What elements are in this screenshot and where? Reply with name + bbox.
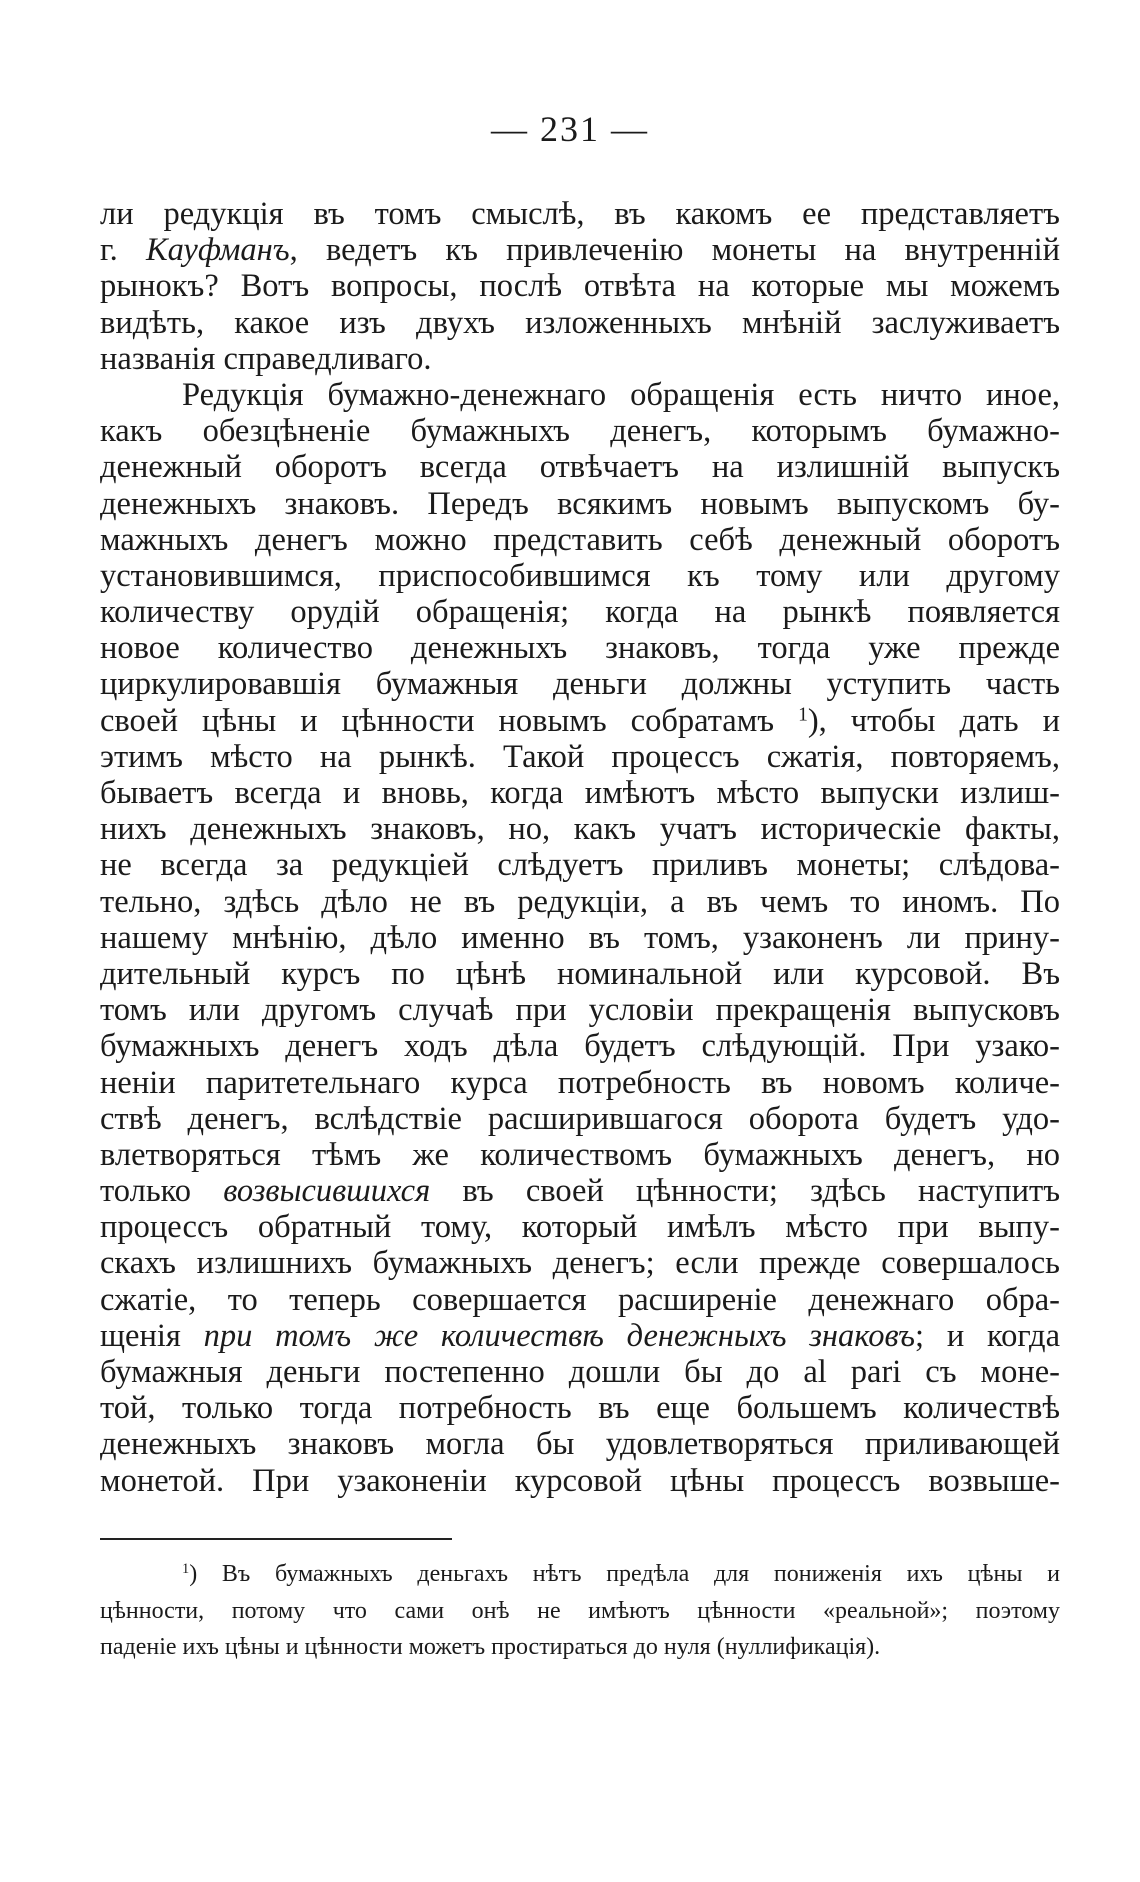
footnote-line: цѣнности, потому что сами онѣ не имѣютъ цѣнности «реальной»; поэтому: [100, 1597, 1060, 1624]
text-line: бумажныхъ денегъ ходъ дѣла будетъ слѣдующій. При узако-: [100, 1028, 1060, 1065]
text-line: какъ обезцѣненіе бумажныхъ денегъ, которымъ бумажно-: [100, 413, 1060, 450]
footnote-divider: [100, 1538, 452, 1540]
text-line: дительный курсъ по цѣнѣ номинальной или курсовой. Въ: [100, 955, 1060, 992]
text-line: денежныхъ знаковъ. Передъ всякимъ новымъ выпускомъ бу-: [100, 485, 1060, 522]
body-text: [100, 196, 1060, 1499]
text-line: [100, 1318, 1060, 1354]
page-number: — 231 —: [491, 109, 649, 149]
text-line: денежныхъ знаковъ могла бы удовлетворяться приливающей: [100, 1426, 1060, 1463]
text-fragment: ; и когда: [915, 1317, 1061, 1354]
emphasis-italic: возвысившихся: [223, 1173, 431, 1210]
text-fragment: только: [100, 1173, 224, 1210]
footnote-line: [100, 1556, 1060, 1593]
text-fragment: щенія: [100, 1317, 204, 1354]
text-line: бумажныя деньги постепенно дошли бы до al pari съ моне-: [100, 1354, 1060, 1390]
text-line: нашему мнѣнію, дѣло именно въ томъ, узаконенъ ли прину-: [100, 919, 1060, 956]
text-line: сжатіе, то теперь совершается расширеніе денежнаго обра-: [100, 1281, 1060, 1318]
text-line: мажныхъ денегъ можно представить себѣ денежный оборотъ: [100, 521, 1060, 558]
text-line: тельно, здѣсь дѣло не въ редукціи, а въ чемъ то иномъ. По: [100, 883, 1060, 920]
text-line: рынокъ? Вотъ вопросы, послѣ отвѣта на которые мы можемъ: [100, 268, 1060, 305]
text-line: процессъ обратный тому, который имѣлъ мѣсто при выпу-: [100, 1209, 1060, 1246]
text-line: бываетъ всегда и вновь, когда имѣютъ мѣсто выпуски излиш-: [100, 775, 1060, 811]
text-line: денежный оборотъ всегда отвѣчаетъ на излишній выпускъ: [100, 449, 1060, 486]
footnote-line: паденіе ихъ цѣны и цѣнности можетъ простираться до нуля (нуллификація).: [100, 1634, 881, 1660]
text-line: [100, 1173, 1060, 1209]
text-line: скахъ излишнихъ бумажныхъ денегъ; если прежде совершалось: [100, 1245, 1060, 1282]
text-line: этимъ мѣсто на рынкѣ. Такой процессъ сжатія, повторяемъ,: [100, 738, 1060, 775]
text-fragment: въ своей цѣнности; здѣсь наступитъ: [430, 1173, 1060, 1210]
text-line: монетой. При узаконеніи курсовой цѣны процессъ возвыше-: [100, 1462, 1060, 1499]
text-line: влетворяться тѣмъ же количествомъ бумажныхъ денегъ, но: [100, 1136, 1060, 1173]
emphasis-italic: при томъ же количествѣ денежныхъ знаковъ: [203, 1317, 916, 1354]
text-line: нихъ денежныхъ знаковъ, но, какъ учатъ историческіе факты,: [100, 811, 1060, 848]
text-line: не всегда за редукціей слѣдуетъ приливъ монеты; слѣдова-: [100, 847, 1060, 884]
text-line: томъ или другомъ случаѣ при условіи прекращенія выпусковъ: [100, 992, 1060, 1029]
text-line: циркулировавшія бумажныя деньги должны уступить часть: [100, 666, 1060, 703]
text-line: видѣть, какое изъ двухъ изложенныхъ мнѣній заслуживаетъ: [100, 304, 1060, 341]
text-line: новое количество денежныхъ знаковъ, тогда уже прежде: [100, 630, 1060, 667]
text-fragment: , ведетъ къ привлеченію монеты на внутренній: [289, 232, 1061, 269]
text-line: неніи паритетельнаго курса потребность въ новомъ количе-: [100, 1064, 1060, 1101]
text-line: той, только тогда потребность въ еще большемъ количествѣ: [100, 1390, 1060, 1427]
text-fragment: г.: [100, 232, 147, 269]
author-name-italic: Кауфманъ: [146, 232, 290, 269]
text-line: ли редукція въ томъ смыслѣ, въ какомъ ее представляетъ: [100, 196, 1060, 232]
text-line: ствѣ денегъ, вслѣдствіе расширившагося оборота будетъ удо-: [100, 1100, 1060, 1137]
footnote-reference: 1: [798, 703, 808, 725]
footnote-text: ) Въ бумажныхъ деньгахъ нѣтъ предѣла для пониженія ихъ цѣны и: [189, 1561, 1060, 1587]
text-fragment: своей цѣны и цѣнности новымъ собратамъ: [100, 702, 799, 739]
footnote-marker: 1: [182, 1561, 190, 1578]
text-line: [100, 703, 1060, 739]
text-fragment: ), чтобы дать и: [807, 702, 1061, 739]
text-line: установившимся, приспособившимся къ тому или другому: [100, 557, 1060, 594]
footnote: [100, 1556, 1060, 1666]
text-line: [100, 232, 1060, 268]
text-line: количеству орудій обращенія; когда на рынкѣ появляется: [100, 594, 1060, 631]
text-line: названія справедливаго.: [100, 340, 432, 377]
paragraph-start-line: Редукція бумажно-денежнаго обращенія есть ничто иное,: [182, 376, 1060, 413]
